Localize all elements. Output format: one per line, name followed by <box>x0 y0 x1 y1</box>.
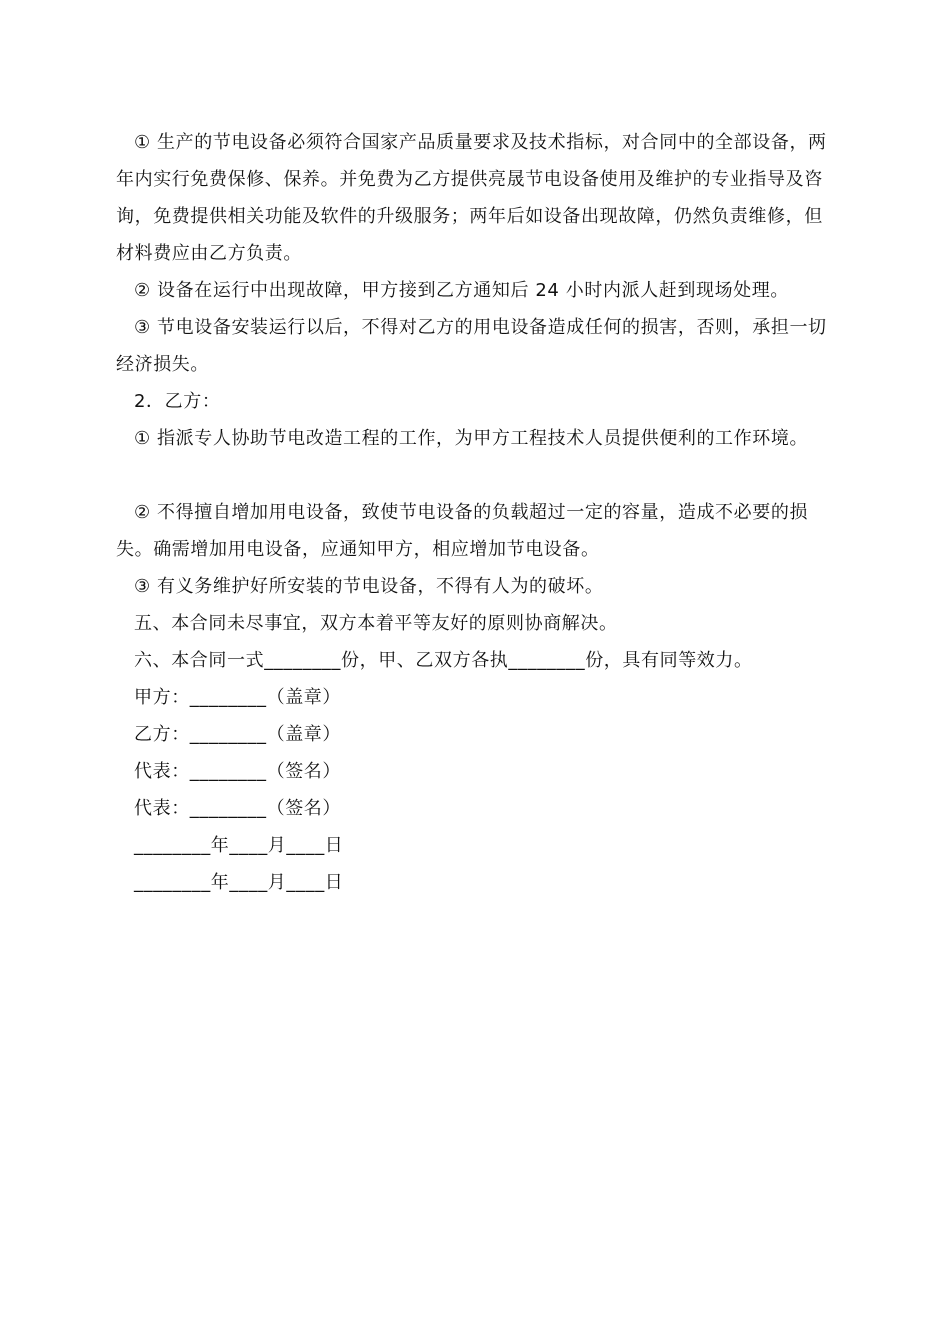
party-a-seal-line: 甲方：________（盖章） <box>134 687 341 708</box>
clause-a-item-1: ① 生产的节电设备必须符合国家产品质量要求及技术指标，对合同中的全部设备，两年内实行免费保修、保养。并免费为乙方提供亮晟节电设备使用及维护的专业指导及咨询，免费提供相关功能及软件的升级服务；两年后如设备出现故障，仍然负责维修，但材料费应由乙方负责。 <box>116 132 827 264</box>
clause-six: 六、本合同一式________份，甲、乙双方各执________份，具有同等效力。 <box>134 650 753 671</box>
date-line-2: ________年____月____日 <box>134 872 344 893</box>
party-b-heading: 2．乙方： <box>134 391 221 412</box>
clause-a-item-2: ② 设备在运行中出现故障，甲方接到乙方通知后 24 小时内派人赶到现场处理。 <box>134 280 790 301</box>
clause-b-item-1: ① 指派专人协助节电改造工程的工作，为甲方工程技术人员提供便利的工作环境。 <box>134 428 809 449</box>
representative-signature-line-1: 代表：________（签名） <box>134 761 341 782</box>
clause-b-item-2: ② 不得擅自增加用电设备，致使节电设备的负载超过一定的容量，造成不必要的损失。确需增加用电设备，应通知甲方，相应增加节电设备。 <box>116 502 809 560</box>
clause-five: 五、本合同未尽事宜，双方本着平等友好的原则协商解决。 <box>134 613 618 634</box>
contract-text-block <box>116 124 840 901</box>
blank-line <box>116 457 840 494</box>
party-b-seal-line: 乙方：________（盖章） <box>134 724 341 745</box>
date-line-1: ________年____月____日 <box>134 835 344 856</box>
clause-a-item-3: ③ 节电设备安装运行以后，不得对乙方的用电设备造成任何的损害，否则，承担一切经济损失。 <box>116 317 827 375</box>
clause-b-item-3: ③ 有义务维护好所安装的节电设备，不得有人为的破坏。 <box>134 576 604 597</box>
representative-signature-line-2: 代表：________（签名） <box>134 798 341 819</box>
